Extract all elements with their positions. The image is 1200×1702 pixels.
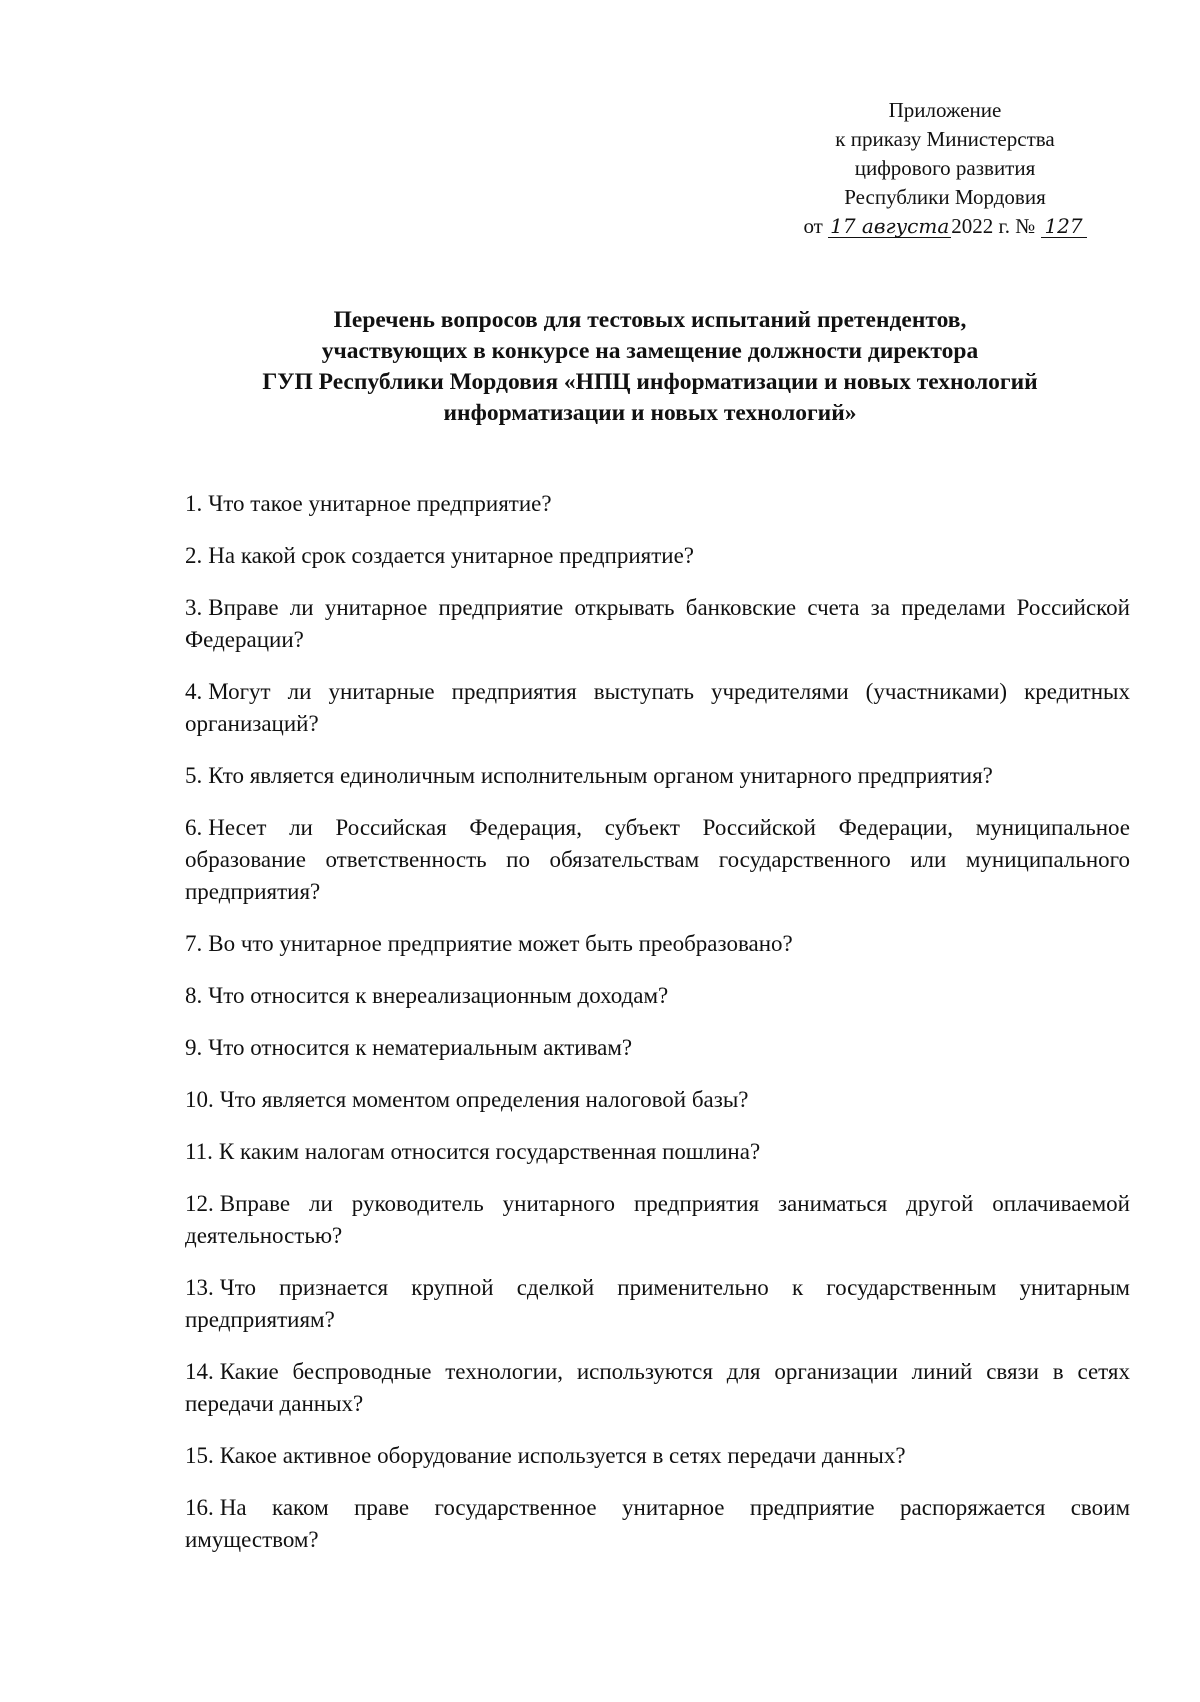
question-number: 5. [185,763,203,788]
document-title [170,305,1130,429]
title-line-4: информатизации и новых технологий» [443,400,857,426]
question-text: Что такое унитарное предприятие? [208,491,552,516]
question-item [185,1272,1130,1336]
appendix-order-line [770,212,1120,241]
questions-list [185,488,1130,1576]
question-item [185,812,1130,908]
question-item [185,592,1130,656]
question-item [185,1440,1130,1472]
question-number: 4. [185,679,203,704]
question-item [185,1084,1130,1116]
question-item [185,1136,1130,1168]
handwritten-date: 17 августа [830,214,950,238]
question-number: 13. [185,1275,214,1300]
question-text: На каком праве государственное унитарное предприятие распоряжается своим имуществом? [185,1495,1130,1552]
question-number: 9. [185,1035,203,1060]
question-number: 3. [185,595,203,620]
question-number: 10. [185,1087,214,1112]
question-number: 16. [185,1495,214,1520]
question-item [185,980,1130,1012]
question-number: 7. [185,931,203,956]
question-item [185,760,1130,792]
question-text: На какой срок создается унитарное предприятие? [208,543,695,568]
appendix-line-3: цифрового развития [854,156,1036,180]
question-item [185,1188,1130,1252]
question-number: 8. [185,983,203,1008]
question-number: 11. [185,1139,213,1164]
question-text: Что относится к нематериальным активам? [208,1035,633,1060]
question-number: 6. [185,815,203,840]
question-item [185,1492,1130,1556]
question-text: Какие беспроводные технологии, используются для организации линий связи в сетях передачи данных? [185,1359,1130,1416]
question-text: Вправе ли унитарное предприятие открывать банковские счета за пределами Российской Федерации? [185,595,1130,652]
handwritten-number: 127 [1041,215,1087,238]
title-line-3: ГУП Республики Мордовия «НПЦ информатизации и новых технологий [262,369,1038,395]
question-number: 12. [185,1191,214,1216]
question-text: Что является моментом определения налоговой базы? [219,1087,749,1112]
question-text: Несет ли Российская Федерация, субъект Российской Федерации, муниципальное образование ответственность по обязательствам государственного или муниципального предприятия? [185,815,1130,904]
question-text: К каким налогам относится государственная пошлина? [218,1139,761,1164]
question-text: Во что унитарное предприятие может быть преобразовано? [208,931,793,956]
question-number: 2. [185,543,203,568]
appendix-line-4: Республики Мордовия [844,185,1046,209]
question-item [185,1356,1130,1420]
question-text: Что относится к внереализационным доходам? [208,983,669,1008]
title-line-2: участвующих в конкурсе на замещение должности директора [321,338,979,364]
appendix-line-1: Приложение [888,98,1002,122]
question-item [185,1032,1130,1064]
question-text: Вправе ли руководитель унитарного предприятия заниматься другой оплачиваемой деятельностью? [185,1191,1130,1248]
question-number: 14. [185,1359,214,1384]
appendix-header [770,96,1120,241]
question-text: Могут ли унитарные предприятия выступать учредителями (участниками) кредитных организаций? [185,679,1130,736]
question-text: Кто является единоличным исполнительным органом унитарного предприятия? [208,763,993,788]
question-text: Что признается крупной сделкой применительно к государственным унитарным предприятиям? [185,1275,1130,1332]
question-item [185,928,1130,960]
order-prefix: от [803,214,823,238]
question-number: 1. [185,491,203,516]
question-item [185,676,1130,740]
title-line-1: Перечень вопросов для тестовых испытаний претендентов, [333,307,967,333]
appendix-line-2: к приказу Министерства [835,127,1055,151]
question-item [185,540,1130,572]
question-number: 15. [185,1443,214,1468]
question-item [185,488,1130,520]
order-year: 2022 г. № [951,214,1036,238]
question-text: Какое активное оборудование используется в сетях передачи данных? [219,1443,906,1468]
